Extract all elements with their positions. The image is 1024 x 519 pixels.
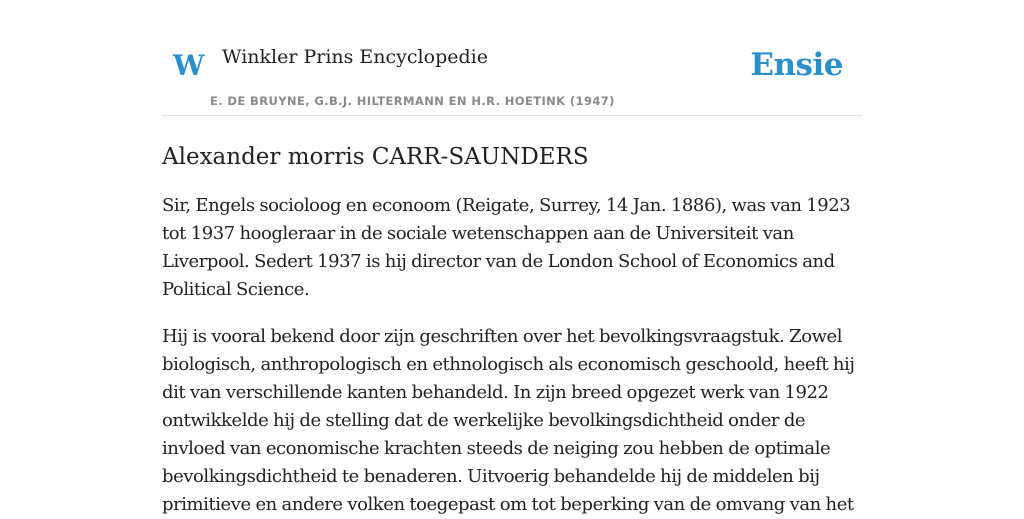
source-title[interactable]: Winkler Prins Encyclopedie: [222, 46, 488, 68]
source-logo[interactable]: W: [173, 49, 205, 82]
source-header: [162, 0, 862, 116]
article-title: Alexander morris CARR-SAUNDERS: [162, 144, 589, 170]
article-paragraph-1: Sir, Engels socioloog en econoom (Reigate, Surrey, 14 Jan. 1886), was van 1923 tot 1937 hoogleraar in de sociale wetenschappen aan de Universiteit van Liverpool. Sedert 1937 is hij director van de London School of Economics and Political Science.: [162, 195, 851, 300]
article-paragraph-2: Hij is vooral bekend door zijn geschriften over het bevolkingsvraagstuk. Zowel biologisch, anthropologisch en ethnologisch als economisch geschoold, heeft hij dit van verschillende kanten behandeld. In zijn breed opgezet werk van 1922 ontwikkelde hij de stelling dat de werkelijke bevolkingsdichtheid onder de invloed van economische krachten steeds de neiging zou hebben de optimale bevolkingsdichtheid te benaderen. Uitvoerig behandelde hij de middelen bij primitieve en andere volken toegepast om tot beperking van de omvang van het: [162, 326, 855, 515]
article-page: [162, 0, 862, 519]
ensie-brand-logo[interactable]: Ensie: [750, 47, 843, 83]
source-authors: E. DE BRUYNE, G.B.J. HILTERMANN EN H.R. HOETINK (1947): [210, 94, 615, 108]
